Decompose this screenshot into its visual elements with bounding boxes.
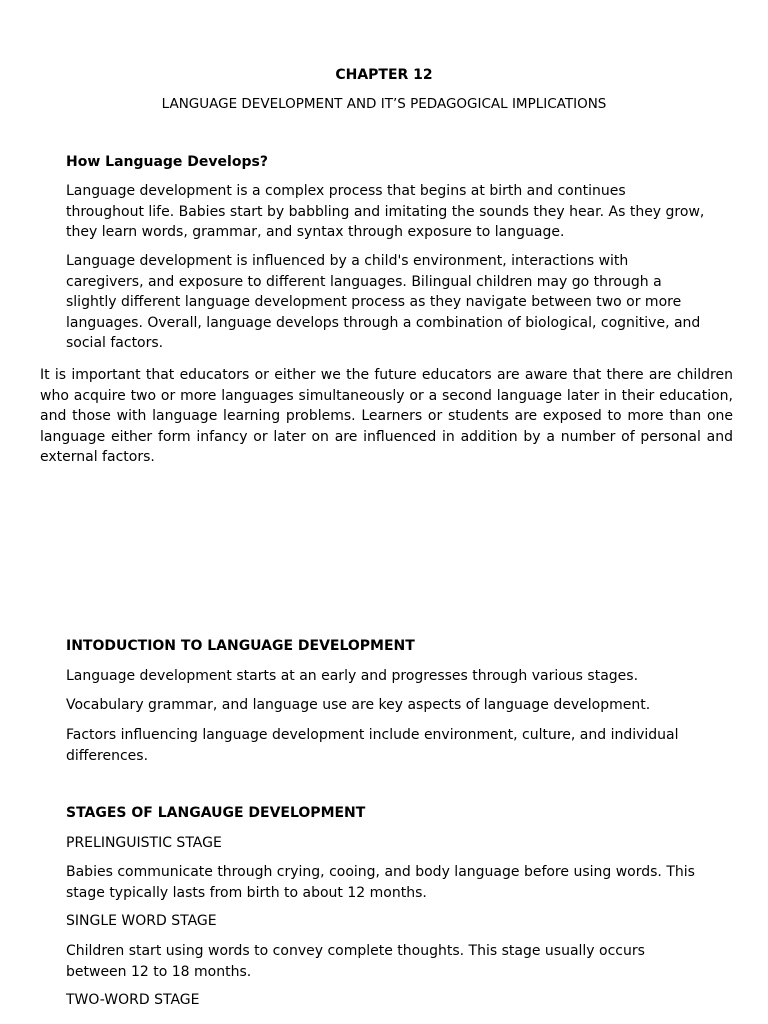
- paragraph: Factors influencing language development include environment, culture, and individual differences.: [66, 727, 679, 764]
- stage-name: TWO-WORD STAGE: [66, 992, 200, 1008]
- stage-name: PRELINGUISTIC STAGE: [66, 835, 222, 851]
- stage-name: SINGLE WORD STAGE: [66, 913, 217, 929]
- chapter-title: CHAPTER 12: [335, 67, 433, 83]
- paragraph: Language development is a complex process that begins at birth and continues throughout life. Babies start by babbling and imitating the sounds they hear. As they grow, they learn words, grammar, and syntax through exposure to language.: [66, 183, 705, 240]
- section-heading-how-language-develops: How Language Develops?: [66, 154, 268, 170]
- paragraph: Language development starts at an early and progresses through various stages.: [66, 668, 639, 684]
- stage-description: Children start using words to convey complete thoughts. This stage usually occurs between 12 to 18 months.: [66, 943, 645, 980]
- section-heading-stages: STAGES OF LANGAUGE DEVELOPMENT: [66, 805, 366, 821]
- paragraph: Language development is influenced by a child's environment, interactions with caregivers, and exposure to different languages. Bilingual children may go through a slightly different language development process as they navigate between two or more languages. Overall, language develops through a combination of biological, cognitive, and social factors.: [66, 253, 701, 351]
- stage-description: Babies communicate through crying, cooing, and body language before using words. This stage typically lasts from birth to about 12 months.: [66, 864, 695, 901]
- section-heading-introduction: INTODUCTION TO LANGUAGE DEVELOPMENT: [66, 638, 415, 654]
- intro-paragraph: It is important that educators or either we the future educators are aware that there are children who acquire two or more languages simultaneously or a second language later in their education, and those with language learning problems. Learners or students are exposed to more than one language either form infancy or later on are influenced in addition by a number of personal and external factors.: [40, 367, 733, 465]
- paragraph: Vocabulary grammar, and language use are key aspects of language development.: [66, 697, 651, 713]
- chapter-subtitle: LANGUAGE DEVELOPMENT AND IT’S PEDAGOGICAL IMPLICATIONS: [161, 96, 607, 112]
